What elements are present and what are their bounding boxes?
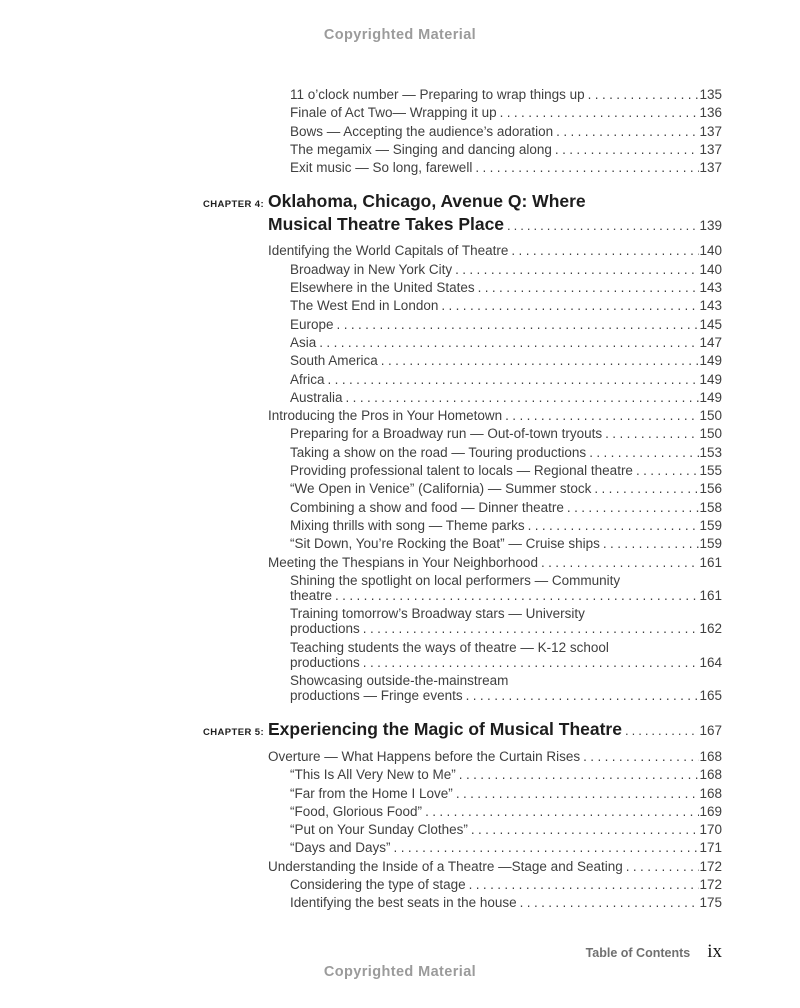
toc-page-number: 137 [699, 160, 722, 176]
toc-entry [290, 141, 722, 159]
toc-entry-text: The West End in London [290, 298, 439, 314]
toc-entry [290, 587, 722, 605]
toc-entry [290, 894, 722, 912]
toc-page-number: 162 [699, 621, 722, 637]
toc-entry [290, 766, 722, 784]
toc-entry-text: Finale of Act Two— Wrapping it up [290, 105, 497, 121]
toc-page-number: 168 [699, 748, 722, 764]
toc-entry-text: Exit music — So long, farewell [290, 160, 473, 176]
toc-entry-text: Mixing thrills with song — Theme parks [290, 517, 525, 533]
dot-leader [466, 876, 700, 894]
toc-chapter [203, 718, 722, 743]
toc-entry-text: Training tomorrow’s Broadway stars — University [290, 606, 585, 622]
toc-entry-text: Identifying the best seats in the house [290, 895, 517, 911]
dot-leader [585, 86, 700, 104]
dot-leader [580, 748, 699, 766]
toc-entry [290, 371, 722, 389]
dot-leader [463, 687, 700, 705]
toc-page-number: 172 [699, 858, 722, 874]
toc-entry [268, 554, 722, 572]
toc-entry-text: 11 o’clock number — Preparing to wrap things up [290, 87, 585, 102]
toc-page-number: 159 [699, 536, 722, 552]
dot-leader [600, 535, 700, 553]
dot-leader [504, 215, 697, 238]
toc-entry-text: Broadway in New York City [290, 261, 453, 277]
toc-entry-text: “Days and Days” [290, 840, 391, 856]
toc-entry-text: Meeting the Thespians in Your Neighborhood [268, 554, 538, 570]
toc-entry-text: “Far from the Home I Love” [290, 785, 453, 801]
toc-entry-text: productions [290, 654, 360, 670]
toc-entry [290, 620, 722, 638]
toc-entry [268, 748, 722, 766]
dot-leader [468, 821, 700, 839]
toc-page-number: 155 [699, 463, 722, 479]
footer-section-label: Table of Contents [585, 946, 691, 960]
chapter-title-text: Oklahoma, Chicago, Avenue Q: Where [268, 191, 586, 212]
chapter-title-line [268, 213, 722, 238]
page-footer [586, 941, 722, 963]
dot-leader [538, 554, 700, 572]
toc-entry [268, 858, 722, 876]
toc-entry-text: Showcasing outside-the-mainstream [290, 673, 509, 689]
toc-entry [290, 687, 722, 705]
dot-leader [422, 803, 699, 821]
dot-leader [517, 894, 700, 912]
toc-page-number: 140 [699, 261, 722, 277]
toc-entry-text: productions [290, 621, 360, 637]
toc [203, 86, 722, 913]
toc-entry [290, 839, 722, 857]
toc-page-number: 158 [699, 499, 722, 515]
toc-entry [290, 104, 722, 122]
dot-leader [472, 159, 699, 177]
toc-page-number: 149 [699, 389, 722, 405]
chapter-title-line [268, 718, 722, 743]
toc-page-number: 135 [699, 87, 722, 102]
dot-leader [475, 279, 700, 297]
dot-leader [360, 654, 700, 672]
toc-page-number: 137 [699, 141, 722, 157]
toc-page-number: 140 [699, 243, 722, 259]
toc-page-number: 169 [699, 803, 722, 819]
toc-entry-text: Providing professional talent to locals — Regional theatre [290, 463, 633, 479]
toc-page-number: 150 [699, 408, 722, 424]
dot-leader [623, 858, 700, 876]
dot-leader [508, 242, 699, 260]
toc-page-number: 159 [699, 517, 722, 533]
toc-entry-text: Shining the spotlight on local performers — Community [290, 572, 621, 588]
dot-leader [497, 104, 700, 122]
watermark-top: Copyrighted Material [323, 27, 477, 43]
toc-page-number: 175 [699, 895, 722, 911]
dot-leader [622, 720, 697, 743]
dot-leader [633, 462, 700, 480]
dot-leader [343, 389, 700, 407]
chapter-title-block [268, 718, 722, 743]
toc-entry-text: “We Open in Venice” (California) — Summer stock [290, 481, 592, 497]
toc-page-number: 172 [699, 877, 722, 893]
toc-entry-text: “Food, Glorious Food” [290, 803, 423, 819]
chapter-title-block [268, 190, 722, 237]
toc-page-number: 161 [699, 587, 722, 603]
watermark-bottom: Copyrighted Material [323, 964, 477, 980]
toc-entry [290, 86, 722, 104]
toc-entry [290, 425, 722, 443]
toc-chapter [203, 190, 722, 237]
toc-entry [290, 279, 722, 297]
toc-page-number: 149 [699, 371, 722, 387]
toc-page-number: 156 [699, 481, 722, 497]
toc-entry [290, 803, 722, 821]
toc-entry [290, 876, 722, 894]
dot-leader [525, 517, 700, 535]
toc-entry [290, 316, 722, 334]
toc-page-number: 143 [699, 280, 722, 296]
toc-page-number: 153 [699, 444, 722, 460]
toc-entry-text: South America [290, 353, 378, 369]
dot-leader [456, 766, 700, 784]
toc-page-number: 171 [699, 840, 722, 856]
toc-entry-text: Identifying the World Capitals of Theatre [268, 243, 509, 259]
toc-page-number: 139 [699, 217, 722, 233]
toc-entry-text: Taking a show on the road — Touring productions [290, 444, 587, 460]
dot-leader [391, 839, 700, 857]
toc-entry [290, 535, 722, 553]
toc-entry [290, 389, 722, 407]
toc-page-number: 164 [699, 654, 722, 670]
toc-entry [290, 297, 722, 315]
toc-entry [268, 407, 722, 425]
dot-leader [552, 141, 700, 159]
toc-entry-text: Combining a show and food — Dinner theatre [290, 499, 564, 515]
toc-entry [290, 821, 722, 839]
dot-leader [586, 444, 699, 462]
toc-entry [290, 654, 722, 672]
toc-page-number: 161 [699, 554, 722, 570]
footer-page-number: ix [707, 941, 722, 962]
chapter-title-text: Experiencing the Magic of Musical Theatre [268, 719, 622, 740]
toc-entry [290, 123, 722, 141]
toc-entry [290, 334, 722, 352]
toc-entry [290, 444, 722, 462]
toc-entry-text: productions — Fringe events [290, 688, 463, 704]
toc-page-number: 170 [699, 822, 722, 838]
toc-page-number: 136 [699, 105, 722, 121]
dot-leader [438, 297, 699, 315]
toc-entry-text: Considering the type of stage [290, 877, 466, 893]
dot-leader [453, 785, 700, 803]
toc-page-number: 149 [699, 353, 722, 369]
toc-entry-text: Bows — Accepting the audience’s adoration [290, 123, 554, 139]
toc-page-number: 167 [699, 723, 722, 739]
toc-page-number: 147 [699, 334, 722, 350]
dot-leader [553, 123, 699, 141]
dot-leader [591, 480, 699, 498]
toc-entry-text: Africa [290, 371, 325, 387]
toc-page-number: 145 [699, 316, 722, 332]
toc-entry-text: Overture — What Happens before the Curtain Rises [268, 748, 581, 764]
chapter-title-line [268, 190, 722, 213]
chapter-label: CHAPTER 5: [203, 727, 265, 739]
dot-leader [602, 425, 699, 443]
toc-entry-text: “Put on Your Sunday Clothes” [290, 822, 468, 838]
toc-entry [290, 785, 722, 803]
toc-entry-text: Australia [290, 389, 343, 405]
toc-entry-text: Preparing for a Broadway run — Out-of-town tryouts [290, 426, 603, 442]
toc-entry [290, 499, 722, 517]
dot-leader [332, 587, 699, 605]
toc-entry-text: “Sit Down, You’re Rocking the Boat” — Cruise ships [290, 536, 600, 552]
toc-page-number: 165 [699, 688, 722, 704]
toc-page-number: 150 [699, 426, 722, 442]
toc-entry-text: The megamix — Singing and dancing along [290, 141, 552, 157]
dot-leader [564, 499, 700, 517]
toc-page-number: 137 [699, 123, 722, 139]
toc-entry-text: Teaching students the ways of theatre — K-12 school [290, 639, 609, 655]
toc-entry-text: Understanding the Inside of a Theatre —Stage and Seating [268, 858, 623, 874]
toc-entry [290, 159, 722, 177]
dot-leader [378, 352, 700, 370]
toc-entry-text: theatre [290, 587, 333, 603]
toc-entry [290, 261, 722, 279]
dot-leader [334, 316, 700, 334]
toc-entry [268, 242, 722, 260]
dot-leader [325, 371, 700, 389]
toc-page-number: 168 [699, 767, 722, 783]
toc-entry-text: Introducing the Pros in Your Hometown [268, 408, 503, 424]
toc-page-number: 143 [699, 298, 722, 314]
dot-leader [360, 620, 700, 638]
toc-page-number: 168 [699, 785, 722, 801]
chapter-title-text: Musical Theatre Takes Place [268, 213, 505, 234]
dot-leader [502, 407, 699, 425]
toc-entry-text: Elsewhere in the United States [290, 280, 475, 296]
toc-entry [290, 352, 722, 370]
dot-leader [316, 334, 699, 352]
toc-entry-text: “This Is All Very New to Me” [290, 767, 456, 783]
chapter-label: CHAPTER 4: [203, 199, 265, 211]
dot-leader [452, 261, 699, 279]
toc-entry-text: Europe [290, 316, 334, 332]
toc-entry [290, 517, 722, 535]
toc-entry [290, 462, 722, 480]
toc-entry [290, 480, 722, 498]
toc-entry-text: Asia [290, 334, 317, 350]
